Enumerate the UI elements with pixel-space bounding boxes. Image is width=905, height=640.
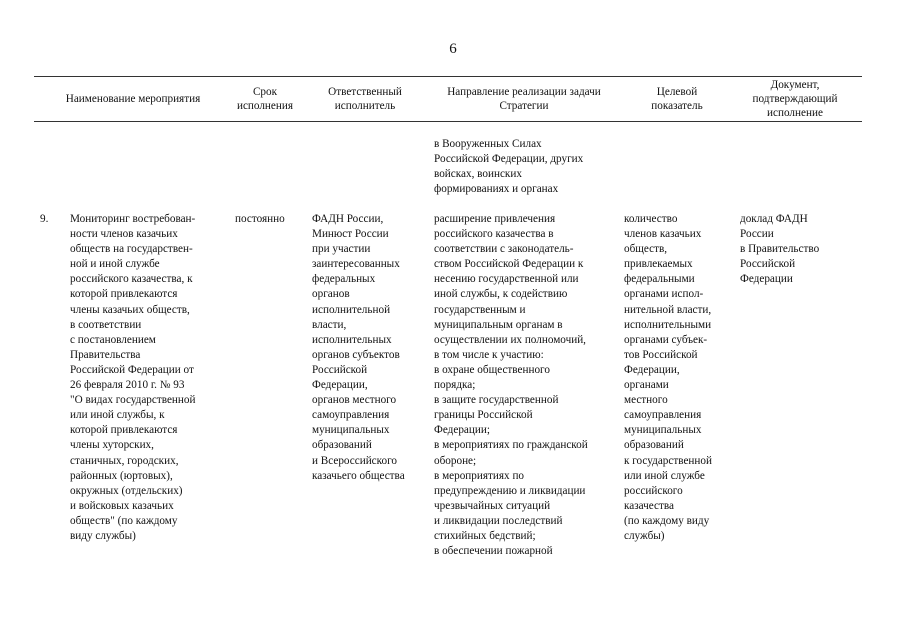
- header-indicator-cell: [622, 77, 732, 121]
- header-term: Срок исполнения: [236, 85, 294, 112]
- header-responsible-cell: [306, 77, 424, 121]
- row-number: 9.: [40, 213, 49, 225]
- header-name-cell: [46, 77, 220, 121]
- header-indicator: Целевой показатель: [651, 85, 703, 112]
- header-term-cell: [228, 77, 302, 121]
- header-document-cell: [736, 77, 854, 121]
- header-document: Документ, подтверждающий исполнение: [752, 78, 838, 120]
- page-number: 6: [449, 41, 457, 57]
- header-direction-cell: [430, 77, 618, 121]
- row-term: постоянно: [235, 213, 285, 225]
- continuation-direction: в Вооруженных Силах Российской Федерации, других войсках, воинских формированиях и органах: [434, 138, 584, 196]
- header-name: Наименование мероприятия: [65, 92, 201, 105]
- row-name: Мониторинг востребован- ности членов казачьих обществ на государствен- ной и иной службе российского казачества, к которой привлекаются члены казачьих обществ, в соответствии с постановлением Правительства Российской Федерации от 26 февраля 2010 г. № 93 "О видах государственной или иной службы, к которой привлекаются члены хуторских, станичных, городских, районных (юртовых), окружных (отдельских) и войсковых казачьих обществ" (по каждому виду службы): [70, 213, 196, 542]
- row-direction: расширение привлечения российского казачества в соответствии с законодатель- ством Российской Федерации к несению государственной или иной службы, к содействию государственным и муниципальным органам в осуществлении их полномочий, в том числе к участию: в охране общественного порядка; в защите государственной границы Российской Федерации; в мероприятиях по гражданской обороне; в мероприятиях по предупреждению и ликвидации чрезвычайных ситуаций и ликвидации последствий стихийных бедствий; в обеспечении пожарной: [434, 213, 588, 558]
- table-header-border: [34, 121, 862, 122]
- header-direction: Направление реализации задачи Стратегии: [447, 85, 601, 112]
- row-responsible: ФАДН России, Минюст России при участии заинтересованных федеральных органов исполнительной власти, исполнительных органов субъектов Российской Федерации, органов местного самоуправления муниципальных образований и Всероссийского казачьего общества: [312, 213, 405, 482]
- header-responsible: Ответственный исполнитель: [328, 85, 402, 112]
- row-document: доклад ФАДН России в Правительство Российской Федерации: [740, 213, 820, 286]
- row-indicator: количество членов казачьих обществ, привлекаемых федеральными органами испол- нительной власти, исполнительными органами субъек- тов Российской Федерации, органами местного самоуправления муниципальных образований к государственной или иной службе российского казачества (по каждому виду службы): [624, 213, 712, 542]
